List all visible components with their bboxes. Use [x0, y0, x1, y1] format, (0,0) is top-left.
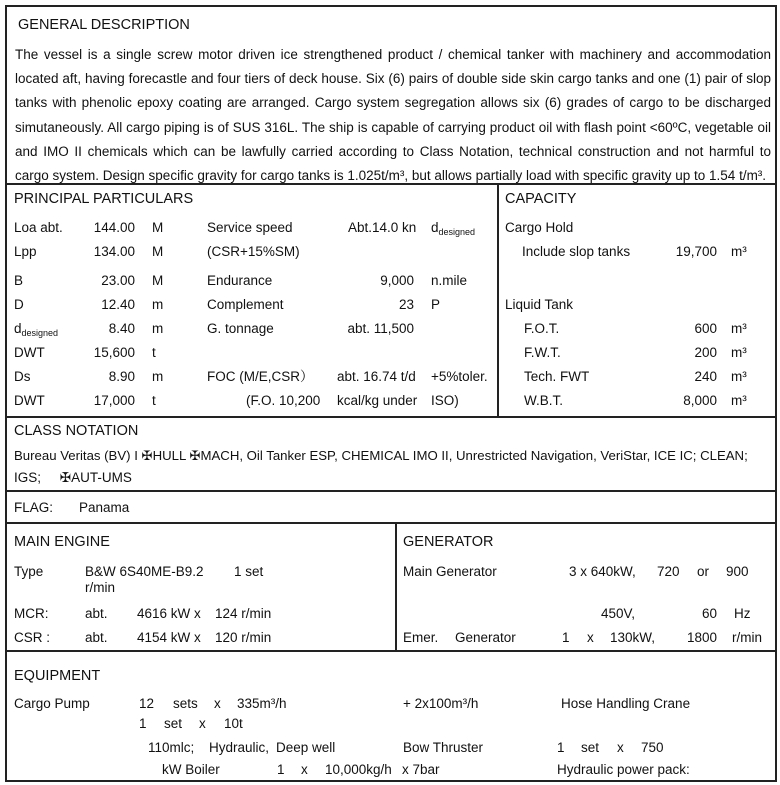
- emer-label: Emer.: [403, 630, 439, 645]
- particulars-section: [7, 185, 775, 418]
- mcr-label: MCR:: [14, 606, 49, 621]
- class-notation-line1: Bureau Veritas (BV) I ✠HULL ✠MACH, Oil Tanker ESP, CHEMICAL IMO II, Unrestricted Navigation, VeriStar, ICE IC; CLEAN;: [14, 448, 748, 463]
- engine-type-qty: 1 set: [234, 564, 264, 579]
- emer-power: 130kW,: [610, 630, 656, 645]
- principal-title: PRINCIPAL PARTICULARS: [14, 191, 194, 207]
- boiler-label: kW Boiler: [162, 762, 220, 777]
- dwt-value: 15,600: [93, 345, 135, 360]
- csr-rpm: 120 r/min: [215, 630, 272, 645]
- general-description-title: GENERAL DESCRIPTION: [18, 17, 190, 33]
- flag-value: Panama: [79, 500, 130, 515]
- d-unit: m: [152, 297, 164, 312]
- cargo-pump-qty: 12: [139, 696, 155, 711]
- cargo-pump-capacity: 335m³/h: [237, 696, 287, 711]
- service-speed-note: (CSR+15%SM): [207, 244, 300, 259]
- lpp-unit: M: [152, 244, 164, 259]
- crane-set: set: [164, 716, 183, 731]
- service-speed-label: Service speed: [207, 220, 293, 235]
- bow-thruster-x: x: [617, 740, 624, 755]
- engine-section: [7, 524, 775, 652]
- class-notation-line2: IGS; ✠AUT-UMS: [14, 470, 132, 485]
- ds-value: 8.90: [108, 369, 135, 384]
- engine-divider: [395, 524, 397, 650]
- class-notation-section: [7, 418, 775, 492]
- d-label: D: [14, 297, 24, 312]
- wbt-label: W.B.T.: [524, 393, 564, 408]
- cargo-pump-x: x: [214, 696, 221, 711]
- b-unit: M: [152, 273, 164, 288]
- bow-thruster-set: set: [581, 740, 600, 755]
- d-value: 12.40: [101, 297, 135, 312]
- main-generator-rpm2: 900: [726, 564, 749, 579]
- general-description-text: The vessel is a single screw motor driven ice strengthened product / chemical tanker with machinery and accommodation located aft, having forecastle and four tiers of deck house. Six (6) pairs of double side skin cargo tanks and one (1) pair of slop tanks with phenolic epoxy coating are arranged. Cargo system segregation allows six (6) grades of cargo to be discharged simutaneously. All cargo piping is of SUS 316L. The ship is capable of carrying product oil with flash point <60ºC, vegetable oil and IMO II chemicals which can be lawfully carried according to Class Notation, technical construction and not harmful to cargo system. Design specific gravity for cargo tanks is 1.025t/m³, but allows partially load with specific gravity up to 1.54 t/m³.: [15, 47, 771, 184]
- wbt-unit: m³: [731, 393, 747, 408]
- generator-hz: Hz: [734, 606, 751, 621]
- class-notation-title: CLASS NOTATION: [14, 423, 139, 439]
- emer-x: x: [587, 630, 594, 645]
- tech-fwt-unit: m³: [731, 369, 747, 384]
- bow-thruster-qty: 1: [557, 740, 565, 755]
- pump-type: Hydraulic,: [209, 740, 270, 755]
- generator-title: GENERATOR: [403, 534, 494, 550]
- foc-value: abt. 16.74 t/d: [337, 369, 416, 384]
- general-description-section: [7, 7, 775, 185]
- slop-tanks-value: 19,700: [675, 244, 717, 259]
- lpp-value: 134.00: [93, 244, 135, 259]
- engine-type-value: B&W 6S40ME-B9.2: [85, 564, 204, 579]
- pump-deep-well: Deep well: [276, 740, 336, 755]
- ddesigned-unit: m: [152, 321, 164, 336]
- endurance-label: Endurance: [207, 273, 273, 288]
- cargo-pump-extra: + 2x100m³/h: [403, 696, 479, 711]
- emer-unit: r/min: [732, 630, 762, 645]
- fwt-value: 200: [694, 345, 717, 360]
- generator-frequency: 60: [702, 606, 718, 621]
- slop-tanks-unit: m³: [731, 244, 747, 259]
- cargo-pump-sets: sets: [173, 696, 198, 711]
- b-label: B: [14, 273, 24, 288]
- boiler-capacity: 10,000kg/h: [325, 762, 392, 777]
- spec-sheet: [5, 5, 777, 782]
- emer-qty: 1: [562, 630, 570, 645]
- emer-generator-label: Generator: [455, 630, 516, 645]
- complement-label: Complement: [207, 297, 284, 312]
- hydraulic-power-pack-label: Hydraulic power pack:: [557, 762, 690, 777]
- b-value: 23.00: [101, 273, 135, 288]
- boiler-pressure: x 7bar: [402, 762, 440, 777]
- main-generator-label: Main Generator: [403, 564, 497, 579]
- fot-label: F.O.T.: [524, 321, 560, 336]
- foc-label: FOC (M/E,CSR）: [207, 369, 314, 384]
- gross-tonnage-label: G. tonnage: [207, 321, 274, 336]
- fot-value: 600: [694, 321, 717, 336]
- hose-crane-label: Hose Handling Crane: [561, 696, 691, 711]
- flag-section: [7, 492, 775, 524]
- loa-unit: M: [152, 220, 164, 235]
- ds-unit: m: [152, 369, 164, 384]
- dwt-scantling-value: 17,000: [93, 393, 135, 408]
- lpp-label: Lpp: [14, 244, 37, 259]
- generator-voltage: 450V,: [601, 606, 636, 621]
- loa-label: Loa abt.: [14, 220, 63, 235]
- gross-tonnage-value: abt. 11,500: [347, 321, 414, 336]
- complement-value: 23: [398, 297, 414, 312]
- main-engine-title: MAIN ENGINE: [14, 534, 110, 550]
- tech-fwt-value: 240: [694, 369, 717, 384]
- csr-power: 4154 kW x: [137, 630, 201, 645]
- emer-rpm: 1800: [687, 630, 718, 645]
- service-speed-value: Abt.14.0 kn: [348, 220, 417, 235]
- ds-label: Ds: [14, 369, 31, 384]
- foc-kcal: kcal/kg under: [337, 393, 418, 408]
- capacity-title: CAPACITY: [505, 191, 577, 207]
- mcr-abt: abt.: [85, 606, 108, 621]
- liquid-tank-label: Liquid Tank: [505, 297, 574, 312]
- main-generator-or: or: [697, 564, 710, 579]
- boiler-qty: 1: [277, 762, 285, 777]
- csr-abt: abt.: [85, 630, 108, 645]
- loa-value: 144.00: [93, 220, 135, 235]
- main-generator-power: 3 x 640kW,: [569, 564, 636, 579]
- pump-head: 110mlc;: [148, 740, 195, 755]
- ddesigned-label: $d_{designed}$: [14, 321, 59, 338]
- fwt-label: F.W.T.: [524, 345, 561, 360]
- engine-type-unit: r/min: [85, 580, 115, 595]
- complement-unit: P: [431, 297, 441, 312]
- crane-qty: 1: [139, 716, 147, 731]
- mcr-power: 4616 kW x: [137, 606, 201, 621]
- ddesigned-value: 8.40: [108, 321, 135, 336]
- dwt-label: DWT: [14, 345, 45, 360]
- bow-thruster-power: 750: [641, 740, 664, 755]
- flag-label: FLAG:: [14, 500, 54, 515]
- dwt-scantling-unit: t: [152, 393, 156, 408]
- bow-thruster-label: Bow Thruster: [403, 740, 484, 755]
- crane-x: x: [199, 716, 206, 731]
- dwt-unit: t: [152, 345, 156, 360]
- cargo-hold-label: Cargo Hold: [505, 220, 574, 235]
- crane-capacity: 10t: [224, 716, 243, 731]
- boiler-x: x: [301, 762, 308, 777]
- foc-fo-value: (F.O. 10,200: [246, 393, 321, 408]
- endurance-value: 9,000: [380, 273, 414, 288]
- dwt-scantling-label: DWT: [14, 393, 45, 408]
- cargo-pump-label: Cargo Pump: [14, 696, 90, 711]
- foc-iso: ISO): [431, 393, 459, 408]
- main-generator-rpm1: 720: [657, 564, 680, 579]
- fot-unit: m³: [731, 321, 747, 336]
- service-speed-draught: $d_{designed}$: [431, 220, 476, 237]
- slop-tanks-label: Include slop tanks: [522, 244, 631, 259]
- equipment-section: [7, 652, 775, 780]
- endurance-unit: n.mile: [431, 273, 468, 288]
- fwt-unit: m³: [731, 345, 747, 360]
- equipment-title: EQUIPMENT: [14, 668, 101, 684]
- csr-label: CSR :: [14, 630, 51, 645]
- foc-tolerance: +5%toler.: [431, 369, 488, 384]
- mcr-rpm: 124 r/min: [215, 606, 272, 621]
- wbt-value: 8,000: [683, 393, 717, 408]
- particulars-divider: [497, 185, 499, 416]
- tech-fwt-label: Tech. FWT: [524, 369, 590, 384]
- engine-type-label: Type: [14, 564, 44, 579]
